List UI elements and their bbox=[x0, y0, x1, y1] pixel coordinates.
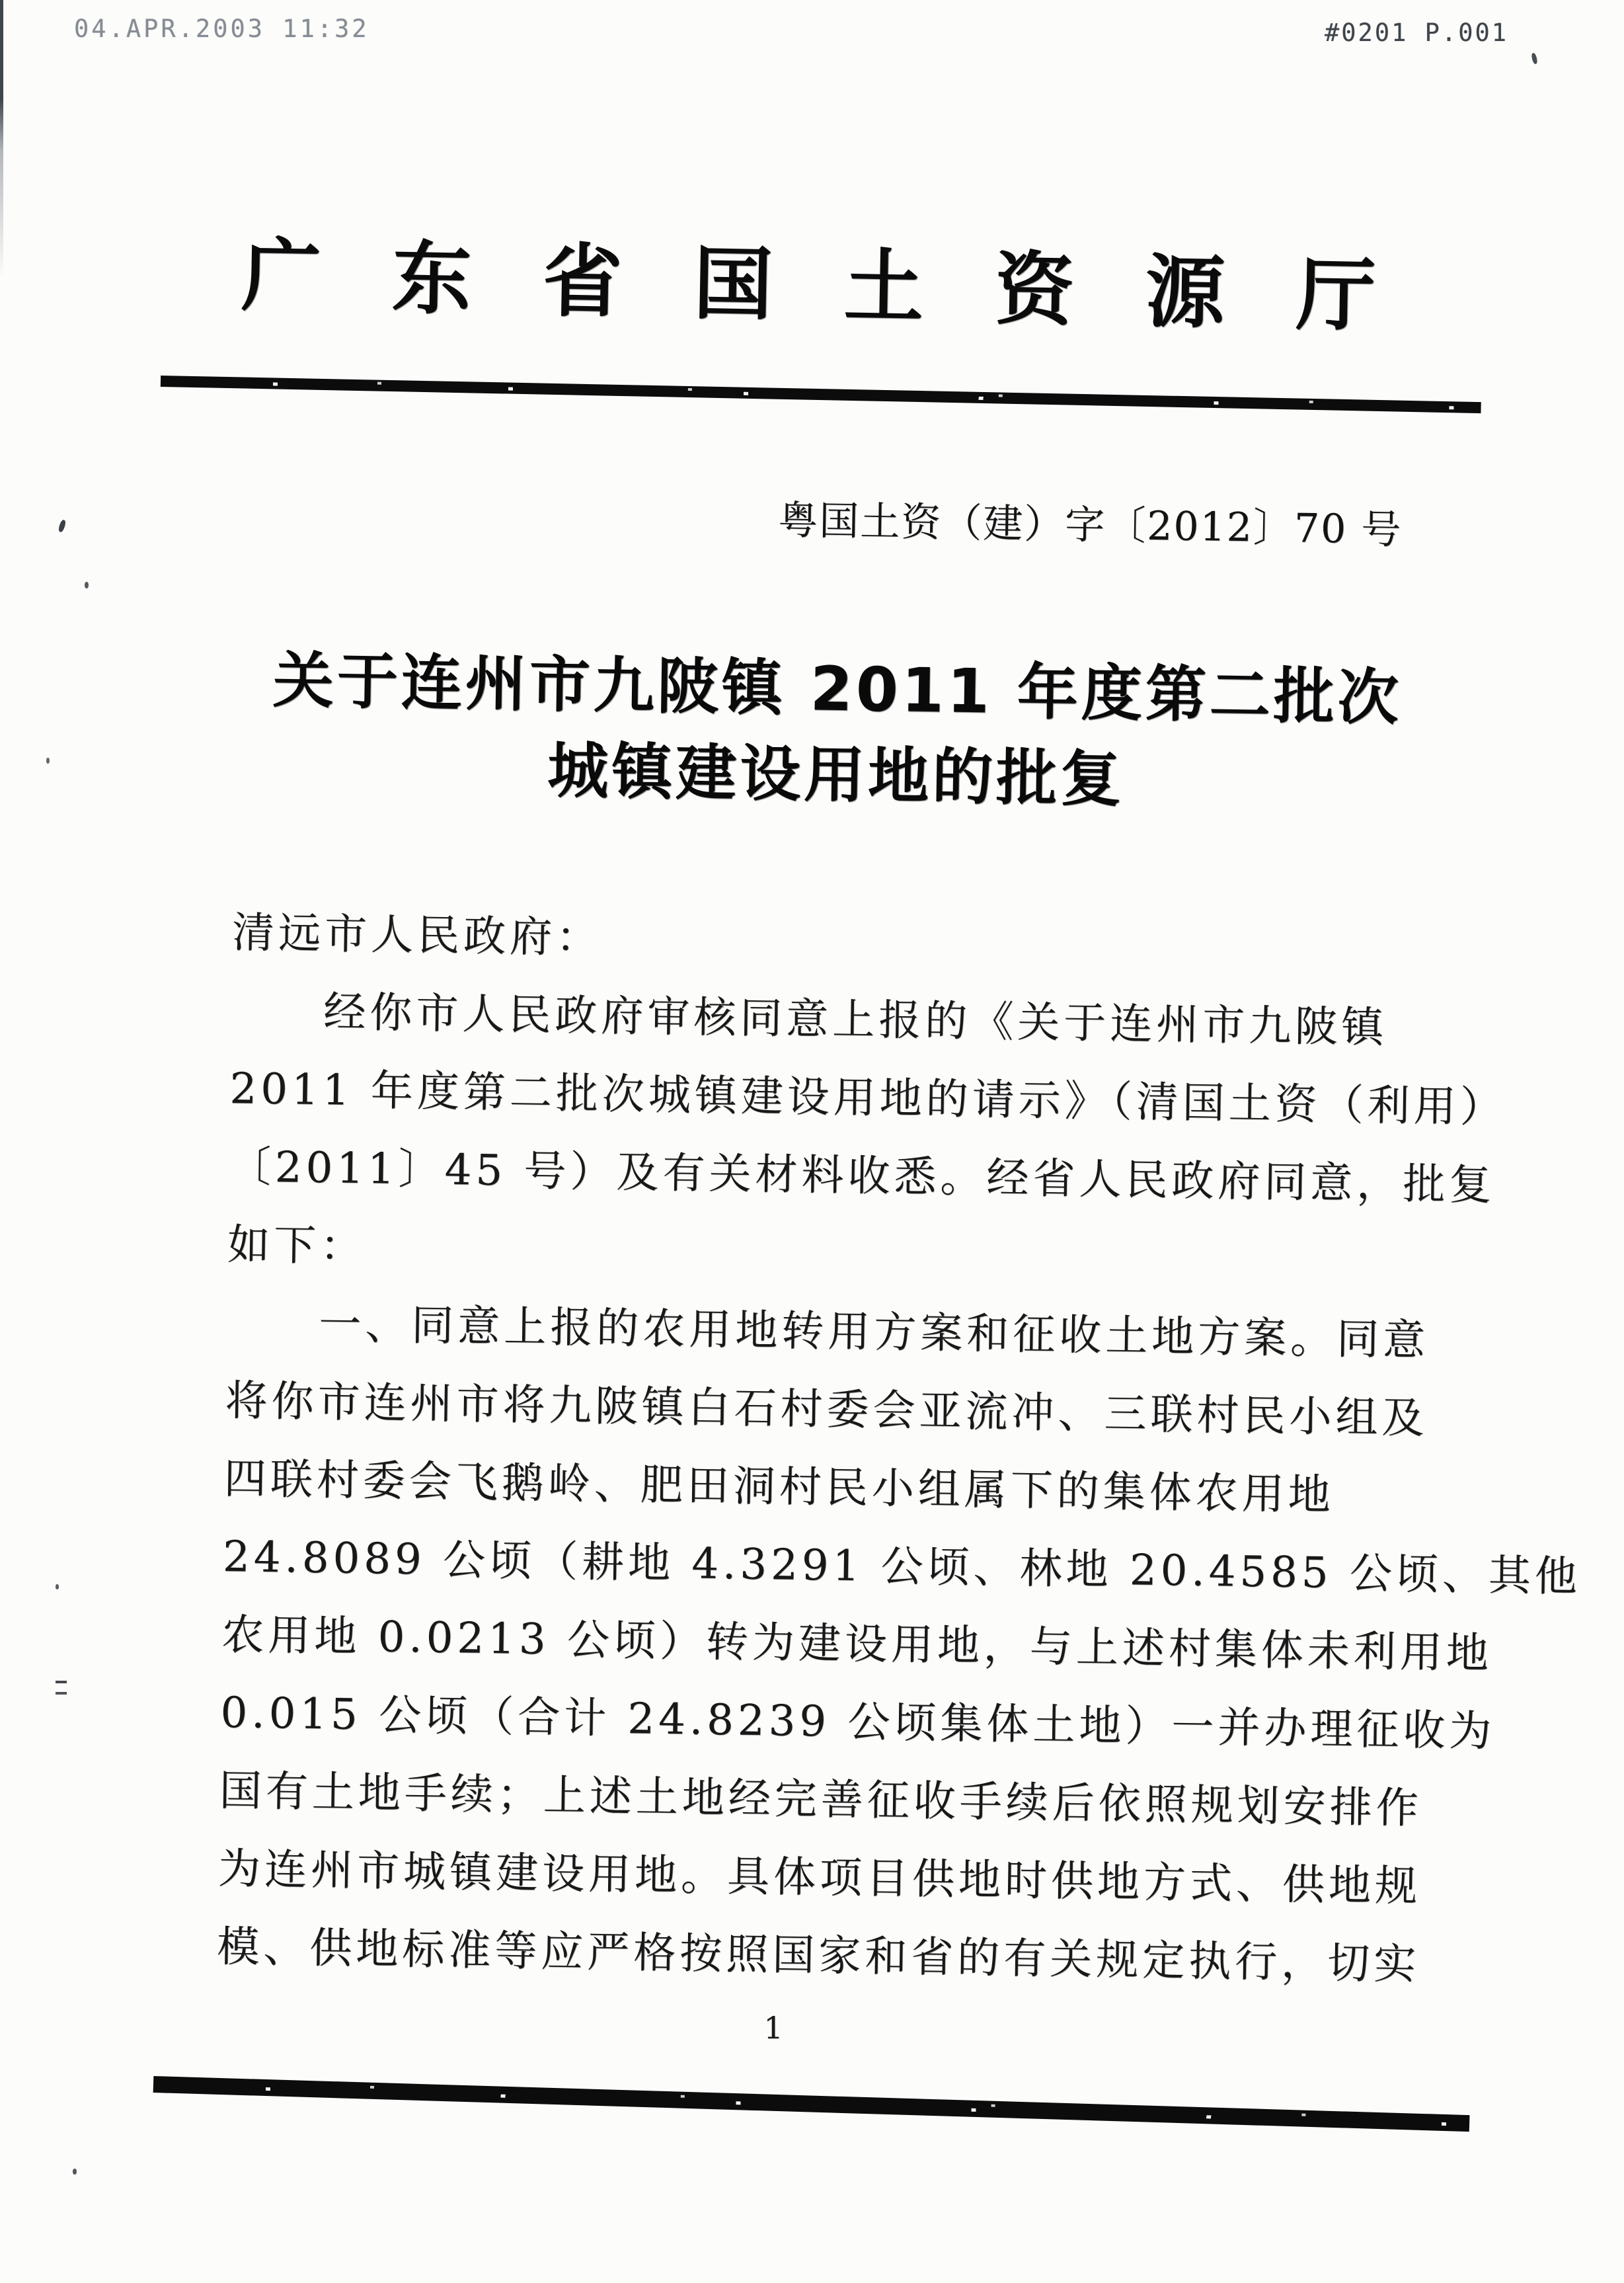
body-line: 经你市人民政府审核同意上报的《关于连州市九陂镇 bbox=[230, 986, 1388, 1053]
document-title-line2: 城镇建设用地的批复 bbox=[547, 735, 1126, 815]
body-line: 〔2011〕45 号）及有关材料收悉。经省人民政府同意，批复 bbox=[228, 1142, 1496, 1211]
scan-speck bbox=[56, 1584, 59, 1589]
document-title bbox=[0, 633, 1624, 831]
scan-speck bbox=[56, 1681, 67, 1695]
scan-speck bbox=[85, 582, 89, 588]
body-line: 2011 年度第二批次城镇建设用地的请示》（清国土资（利用） bbox=[229, 1064, 1507, 1133]
fax-page-id: #0201 P.001 bbox=[1325, 19, 1509, 47]
scan-speck bbox=[46, 758, 50, 764]
salutation: 清远市人民政府： bbox=[231, 908, 603, 963]
body-line: 24.8089 公顷（耕地 4.3291 公顷、林地 20.4585 公顷、其他 bbox=[222, 1532, 1582, 1602]
document-title-line1: 关于连州市九陂镇 2011 年度第二批次 bbox=[272, 645, 1403, 734]
body-line: 0.015 公顷（合计 24.8239 公顷集体土地）一并办理征收为 bbox=[220, 1688, 1496, 1757]
body-line: 模、供地标准等应严格按照国家和省的有关规定执行，切实 bbox=[216, 1922, 1420, 1989]
body-line: 四联村委会飞鹅岭、肥田洞村民小组属下的集体农用地 bbox=[223, 1454, 1335, 1520]
document-body bbox=[216, 894, 1582, 2005]
body-line: 农用地 0.0213 公顷）转为建设用地，与上述村集体未利用地 bbox=[221, 1610, 1493, 1679]
fax-timestamp: 04.APR.2003 11:32 bbox=[74, 15, 369, 43]
document-reference-number: 粤国土资（建）字〔2012〕70 号 bbox=[777, 497, 1403, 553]
page-number: 1 bbox=[763, 2010, 783, 2046]
scan-speck bbox=[58, 519, 66, 533]
body-line: 将你市连州市将九陂镇白石村委会亚流冲、三联村民小组及 bbox=[225, 1376, 1428, 1443]
scan-speck bbox=[1531, 52, 1538, 64]
body-line: 一、同意上报的农用地转用方案和征收土地方案。同意 bbox=[225, 1298, 1430, 1365]
body-line: 为连州市城镇建设用地。具体项目供地时供地方式、供地规 bbox=[217, 1844, 1422, 1911]
letterhead-org-name: 广东省国土资源厅 bbox=[240, 229, 1448, 344]
body-line: 如下： bbox=[227, 1220, 367, 1272]
scan-speck bbox=[73, 2169, 77, 2175]
letterhead-divider-rule bbox=[161, 376, 1481, 413]
bottom-scan-rule bbox=[153, 2076, 1470, 2132]
body-line: 国有土地手续；上述土地经完善征收手续后依照规划安排作 bbox=[219, 1766, 1423, 1833]
